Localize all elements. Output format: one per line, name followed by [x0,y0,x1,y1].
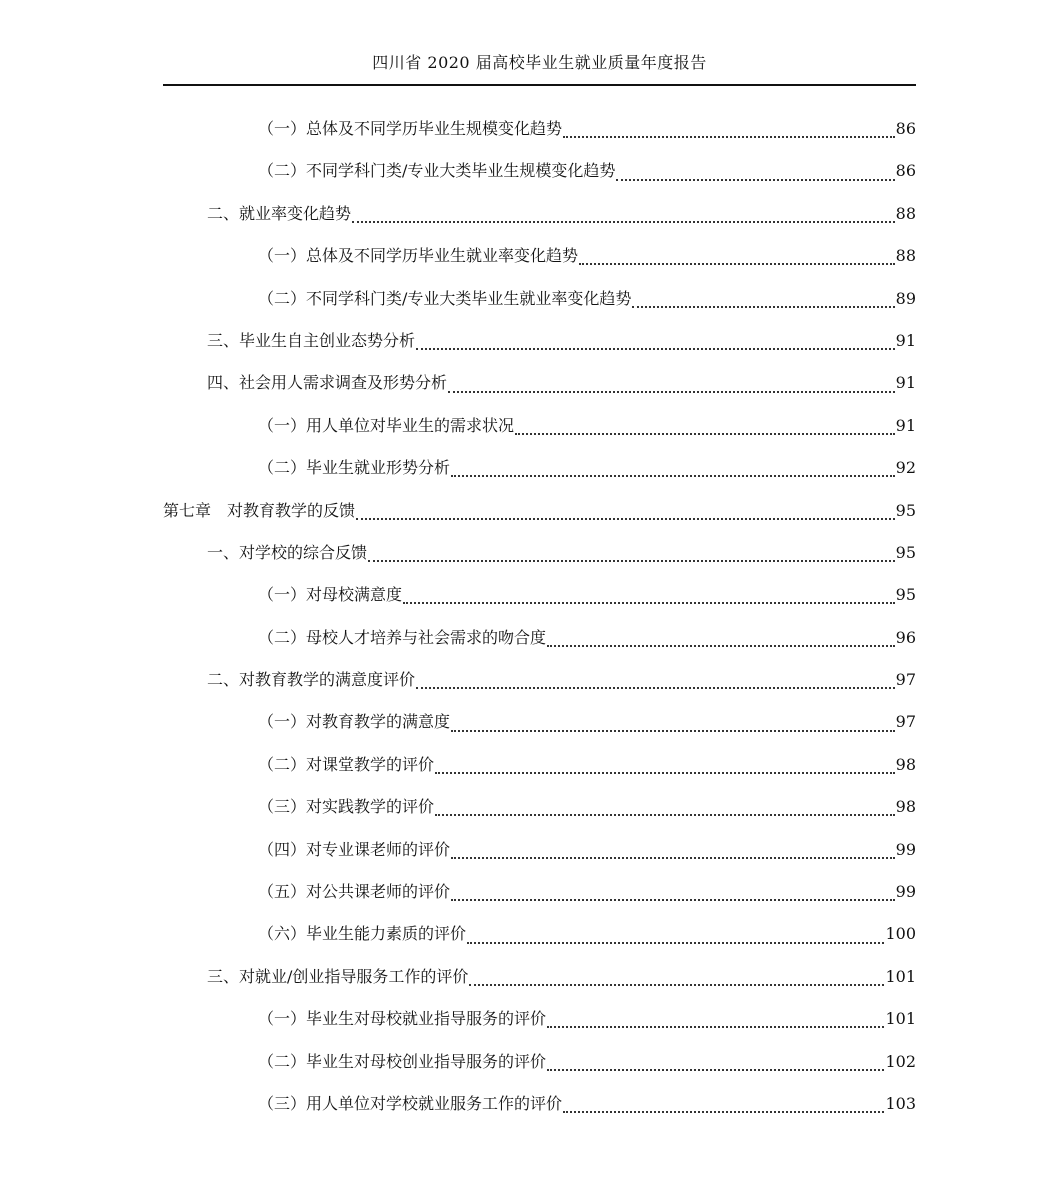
toc-entry-label: （六）毕业生能力素质的评价 [258,924,467,944]
toc-entry-label: （五）对公共课老师的评价 [258,882,451,902]
toc-dot-leader [547,645,895,647]
toc-dot-leader [451,730,895,732]
toc-page-number: 91 [895,373,916,393]
toc-entry-label: 三、毕业生自主创业态势分析 [207,330,416,350]
toc-entry-label: （二）不同学科门类/专业大类毕业生规模变化趋势 [258,161,616,181]
page-header [163,52,916,74]
toc-page-number: 99 [895,882,916,902]
toc-entry-label: （二）毕业生对母校创业指导服务的评价 [258,1051,547,1071]
toc-dot-leader [515,433,895,435]
toc-subsection-entry[interactable] [258,574,916,616]
toc-dot-leader [451,857,895,859]
toc-dot-leader [467,942,884,944]
toc-page-number: 88 [895,203,916,223]
toc-dot-leader [616,179,894,181]
toc-page-number: 98 [895,754,916,774]
toc-dot-leader [403,602,895,604]
report-title: 四川省 2020 届高校毕业生就业质量年度报告 [372,53,707,72]
toc-subsection-entry[interactable] [258,150,916,192]
toc-entry-label: （一）总体及不同学历毕业生就业率变化趋势 [258,246,579,266]
toc-subsection-entry[interactable] [258,617,916,659]
toc-dot-leader [579,263,895,265]
toc-page-number: 91 [895,415,916,435]
toc-subsection-entry[interactable] [258,447,916,489]
toc-page-number: 86 [895,161,916,181]
toc-subsection-entry[interactable] [258,235,916,277]
toc-subsection-entry[interactable] [258,1083,916,1125]
toc-page-number: 95 [895,542,916,562]
toc-subsection-entry[interactable] [258,913,916,955]
toc-entry-label: （一）毕业生对母校就业指导服务的评价 [258,1009,547,1029]
toc-section-entry[interactable] [207,532,916,574]
toc-entry-label: （四）对专业课老师的评价 [258,839,451,859]
toc-dot-leader [448,391,895,393]
toc-section-entry[interactable] [207,193,916,235]
toc-page-number: 91 [895,330,916,350]
toc-entry-label: （一）对母校满意度 [258,585,403,605]
toc-entry-label: （一）对教育教学的满意度 [258,712,451,732]
toc-entry-label: 三、对就业/创业指导服务工作的评价 [207,966,469,986]
toc-dot-leader [563,136,895,138]
toc-dot-leader [435,814,895,816]
toc-page-number: 95 [895,500,916,520]
toc-page-number: 96 [895,627,916,647]
toc-page-number: 89 [895,288,916,308]
toc-dot-leader [469,984,884,986]
toc-subsection-entry[interactable] [258,744,916,786]
toc-page-number: 101 [885,1009,916,1029]
toc-entry-label: （一）总体及不同学历毕业生规模变化趋势 [258,119,563,138]
toc-page-number: 100 [885,924,916,944]
toc-dot-leader [547,1069,884,1071]
toc-page-number: 95 [895,585,916,605]
toc-page-number: 97 [895,670,916,690]
toc-page-number: 102 [885,1051,916,1071]
toc-dot-leader [368,560,895,562]
toc-page-number: 86 [895,119,916,138]
toc-page-number: 88 [895,246,916,266]
toc-chapter-entry[interactable] [163,490,916,532]
toc-dot-leader [632,306,894,308]
toc-subsection-entry[interactable] [258,1041,916,1083]
toc-entry-label: （三）对实践教学的评价 [258,797,435,817]
toc-dot-leader [416,687,895,689]
toc-entry-label: 一、对学校的综合反馈 [207,542,368,562]
toc-entry-label: （三）用人单位对学校就业服务工作的评价 [258,1093,563,1113]
toc-subsection-entry[interactable] [258,871,916,913]
toc-page-number: 97 [895,712,916,732]
toc-dot-leader [416,348,895,350]
toc-dot-leader [356,518,895,520]
toc-entry-label: 二、对教育教学的满意度评价 [207,670,416,690]
toc-subsection-entry[interactable] [258,701,916,743]
toc-subsection-entry[interactable] [258,998,916,1040]
toc-entry-label: （二）毕业生就业形势分析 [258,458,451,478]
toc-section-entry[interactable] [207,659,916,701]
toc-dot-leader [547,1026,884,1028]
toc-dot-leader [435,772,895,774]
toc-entry-label: 二、就业率变化趋势 [207,203,352,223]
toc-section-entry[interactable] [207,362,916,404]
toc-entry-label: 第七章 对教育教学的反馈 [163,500,356,520]
toc-page-number: 101 [885,966,916,986]
toc-subsection-entry[interactable] [258,405,916,447]
toc-subsection-entry[interactable] [258,278,916,320]
toc-entry-label: （二）不同学科门类/专业大类毕业生就业率变化趋势 [258,288,632,308]
toc-subsection-entry[interactable] [258,786,916,828]
toc-dot-leader [352,221,895,223]
toc-page-number: 98 [895,797,916,817]
toc-entry-label: 四、社会用人需求调查及形势分析 [207,373,448,393]
toc-dot-leader [451,475,895,477]
toc-entry-label: （二）对课堂教学的评价 [258,754,435,774]
toc-subsection-entry[interactable] [258,829,916,871]
toc-entry-label: （二）母校人才培养与社会需求的吻合度 [258,627,547,647]
toc-section-entry[interactable] [207,956,916,998]
toc-dot-leader [563,1111,884,1113]
toc-page-number: 99 [895,839,916,859]
toc-list [0,108,916,1125]
toc-entry-label: （一）用人单位对毕业生的需求状况 [258,415,515,435]
toc-subsection-entry[interactable] [258,108,916,150]
header-divider [163,84,916,86]
toc-page-number: 92 [895,458,916,478]
toc-section-entry[interactable] [207,320,916,362]
toc-dot-leader [451,899,895,901]
toc-page-number: 103 [885,1093,916,1113]
